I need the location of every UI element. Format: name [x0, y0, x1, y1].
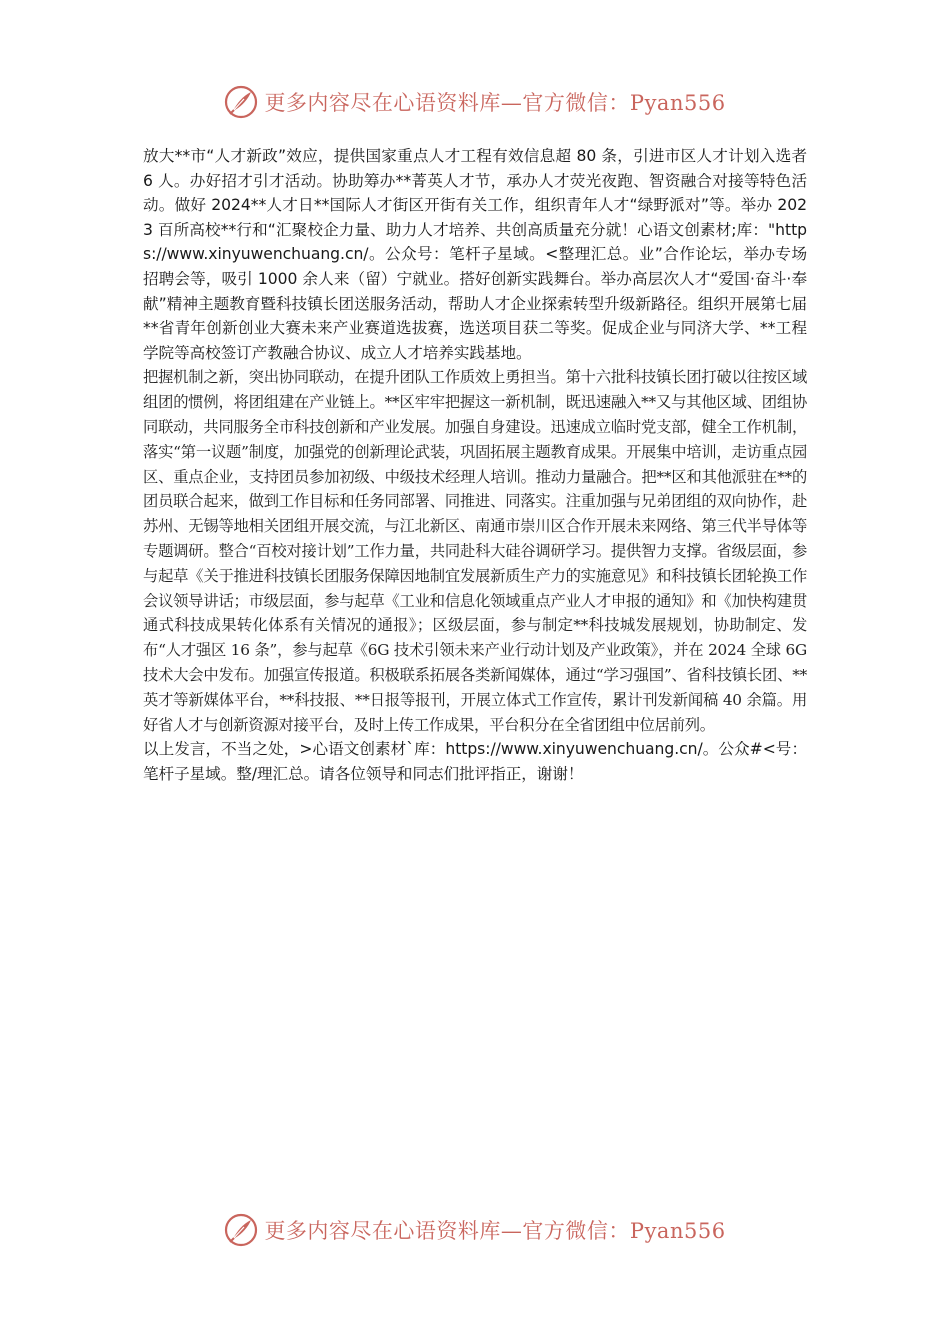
banner-text: 更多内容尽在心语资料库—官方微信：Pyan556 — [264, 1219, 726, 1243]
quill-pen-logo-icon — [224, 1213, 258, 1247]
banner-text: 更多内容尽在心语资料库—官方微信：Pyan556 — [264, 91, 726, 115]
paragraph-closing: 以上发言，不当之处，>心语文创素材`库：https://www.xinyuwenchuang.cn/。公众#<号：笔杆子星域。整/理汇总。请各位领导和同志们批评指正，谢谢！ — [143, 740, 807, 783]
quill-pen-logo-icon — [224, 85, 258, 119]
header-banner — [0, 80, 950, 124]
paragraph-mechanism: 把握机制之新，突出协同联动，在提升团队工作质效上勇担当。第十六批科技镇长团打破以往按区域组团的惯例，将团组建在产业链上。**区牢牢把握这一新机制，既迅速融入**又与其他区域、团组协同联动，共同服务全市科技创新和产业发展。加强自身建设。迅速成立临时党支部，健全工作机制，落实“第一议题”制度，加强党的创新理论武装，巩固拓展主题教育成果。开展集中培训，走访重点园区、重点企业，支持团员参加初级、中级技术经理人培训。推动力量融合。把**区和其他派驻在**的团员联合起来，做到工作目标和任务同部署、同推进、同落实。注重加强与兄弟团组的双向协作，赴苏州、无锡等地相关团组开展交流，与江北新区、南通市崇川区合作开展未来网络、第三代半导体等专题调研。整合“百校对接计划”工作力量，共同赴科大硅谷调研学习。提供智力支撑。省级层面，参与起草《关于推进科技镇长团服务保障因地制宜发展新质生产力的实施意见》和科技镇长团轮换工作会议领导讲话；市级层面，参与起草《工业和信息化领域重点产业人才申报的通知》和《加快构建贯通式科技成果转化体系有关情况的通报》；区级层面，参与制定**科技城发展规划，协助制定、发布“人才强区 16 条”，参与起草《6G 技术引领未来产业行动计划及产业政策》，并在 2024 全球 6G 技术大会中发布。加强宣传报道。积极联系拓展各类新闻媒体，通过“学习强国”、省科技镇长团、**英才等新媒体平台，**科技报、**日报等报刊，开展立体式工作宣传，累计刊发新闻稿 40 余篇。用好省人才与创新资源对接平台，及时上传工作成果，平台积分在全省团组中位居前列。 — [143, 368, 807, 734]
paragraph-talent-work: 放大**市“人才新政”效应，提供国家重点人才工程有效信息超 80 条，引进市区人才计划入选者 6 人。办好招才引才活动。协助筹办**菁英人才节，承办人才荧光夜跑、智资融合对接等特色活动。做好 2024**人才日**国际人才街区开街有关工作，组织青年人才“绿野派对”等。举办 2023 百所高校**行和“汇聚校企力量、助力人才培养、共创高质量充分就！心语文创素材;库："https://www.xinyuwenchuang.cn/。公众号：笔杆子星域。<整理汇总。业”合作论坛，举办专场招聘会等，吸引 1000 余人来（留）宁就业。搭好创新实践舞台。举办高层次人才“爱国·奋斗·奉献”精神主题教育暨科技镇长团送服务活动，帮助人才企业探索转型升级新路径。组织开展第七届**省青年创新创业大赛未来产业赛道选拔赛，选送项目获二等奖。促成企业与同济大学、**工程学院等高校签订产教融合协议、成立人才培养实践基地。 — [143, 147, 807, 362]
footer-banner — [0, 1208, 950, 1252]
document-body — [143, 144, 807, 786]
